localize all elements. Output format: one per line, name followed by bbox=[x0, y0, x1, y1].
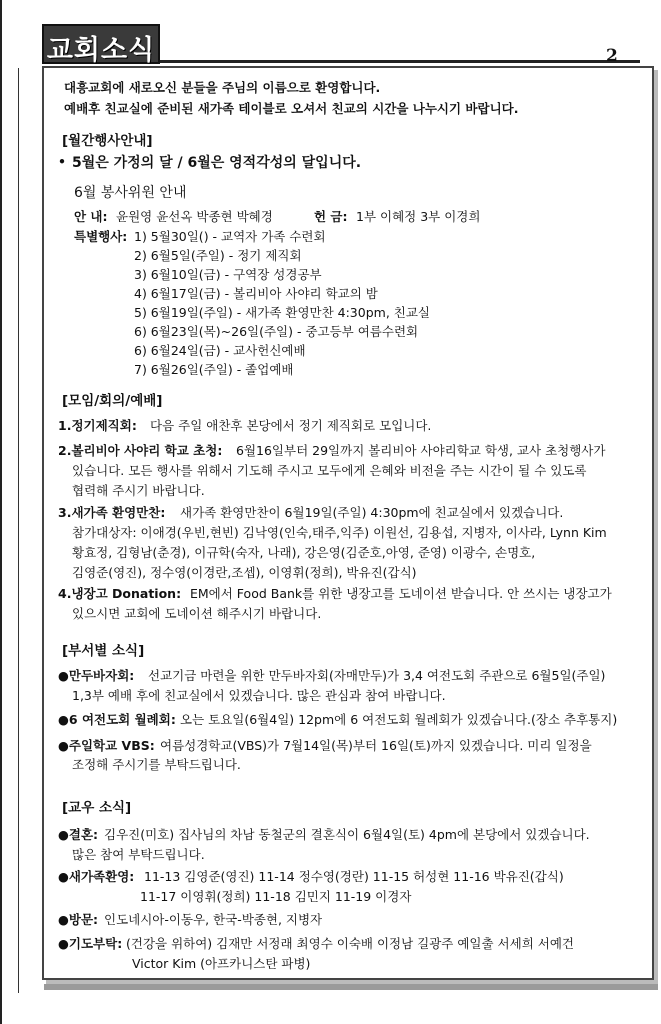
page-inner-border bbox=[18, 68, 19, 993]
header-rule bbox=[160, 60, 640, 63]
event-item: 5) 6월19일(주일) - 새가족 환영만찬 4:30pm, 친교실 bbox=[134, 305, 430, 320]
wedding-line-2: 많은 참여 부탁드립니다. bbox=[72, 847, 205, 862]
special-events-label: 특별행사: bbox=[74, 229, 128, 244]
page-number: 2 bbox=[606, 46, 618, 66]
guide-value: 윤원영 윤선옥 박종현 박혜경 bbox=[116, 209, 273, 224]
meeting-1-text: 다음 주일 애찬후 본당에서 정기 제직회로 모입니다. bbox=[150, 418, 432, 433]
page-left-border bbox=[0, 0, 2, 1024]
newcomer-line-1: 11-13 김영준(영진) 11-14 정수영(경란) 11-15 허성현 11-16 박유진(갑식) bbox=[144, 869, 564, 884]
dept-2-text: 오는 토요일(6월4일) 12pm에 6 여전도회 월례회가 있겠습니다.(장소 추후통지) bbox=[180, 712, 618, 727]
departments-heading: [부서별 소식] bbox=[62, 643, 145, 659]
monthly-theme: 5월은 가정의 달 / 6월은 영적각성의 달입니다. bbox=[72, 155, 362, 171]
event-item: 7) 6월26일(주일) - 졸업예배 bbox=[134, 362, 294, 377]
prayer-line-2: Victor Kim (아프카니스탄 파병) bbox=[132, 956, 311, 971]
event-item: 4) 6월17일(금) - 볼리비아 사야리 학교의 밤 bbox=[134, 286, 378, 301]
page-title: 교회소식 bbox=[46, 35, 156, 66]
wedding-text: 김우진(미호) 집사님의 차남 동철군의 결혼식이 6월4일(토) 4pm에 본당에서 있겠습니다. bbox=[104, 827, 590, 842]
prayer-label: ●기도부탁: bbox=[58, 936, 123, 951]
dept-1-line-2: 1,3부 예배 후에 친교실에서 있겠습니다. 많은 관심과 참여 바랍니다. bbox=[72, 688, 446, 703]
event-item: 6) 6월23일(목)~26일(주일) - 중고등부 여름수련회 bbox=[134, 324, 419, 339]
members-heading: [교우 소식] bbox=[62, 800, 132, 816]
event-item: 1) 5월30일() - 교역자 가족 수련회 bbox=[134, 229, 326, 244]
welcome-line-1: 대흥교회에 새로오신 분들을 주님의 이름으로 환영합니다. bbox=[64, 80, 381, 95]
event-item: 6) 6월24일(금) - 교사헌신예배 bbox=[134, 343, 306, 358]
meeting-3-label: 3.새가족 환영만찬: bbox=[58, 505, 166, 520]
newcomer-line-2: 11-17 이영휘(정희) 11-18 김민지 11-19 이경자 bbox=[140, 889, 412, 904]
dept-3-text: 여름성경학교(VBS)가 7월14일(목)부터 16일(토)까지 있겠습니다. 미리 일정을 bbox=[160, 738, 592, 753]
section-banner bbox=[42, 24, 160, 64]
meeting-2-text: 6월16일부터 29일까지 볼리비아 사야리학교 학생, 교사 초청행사가 bbox=[236, 443, 606, 458]
meeting-2-label: 2.볼리비아 사야리 학교 초청: bbox=[58, 443, 223, 458]
offering-value: 1부 이혜정 3부 이경희 bbox=[356, 209, 481, 224]
welcome-line-2: 예배후 친교실에 준비된 새가족 테이블로 오셔서 친교의 시간을 나누시기 바랍니다. bbox=[64, 101, 519, 116]
meeting-4-line-2: 있으시면 교회에 도네이션 해주시기 바랍니다. bbox=[72, 606, 322, 621]
meeting-3-line-4: 김영준(영진), 정수영(이경란,조셉), 이영휘(정희), 박유진(갑식) bbox=[72, 565, 417, 580]
event-item: 3) 6월10일(금) - 구역장 성경공부 bbox=[134, 267, 322, 282]
meeting-4-text: EM에서 Food Bank를 위한 냉장고를 도네이션 받습니다. 안 쓰시는 냉장고가 bbox=[190, 586, 612, 601]
wedding-label: ●결혼: bbox=[58, 827, 99, 842]
visit-text: 인도네시아-이동우, 한국-박종현, 지병자 bbox=[104, 912, 323, 927]
guide-label: 안 내: bbox=[74, 209, 108, 224]
visit-label: ●방문: bbox=[58, 912, 99, 927]
monthly-heading: [월간행사안내] bbox=[62, 133, 153, 149]
meetings-heading: [모임/회의/예배] bbox=[62, 393, 163, 409]
dept-1-text: 선교기금 마련을 위한 만두바자회(자매만두)가 3,4 여전도회 주관으로 6월5일(주일) bbox=[148, 668, 606, 683]
meeting-2-line-3: 협력해 주시기 바랍니다. bbox=[72, 483, 205, 498]
meeting-3-line-2: 참가대상자: 이애경(우빈,현빈) 김낙영(인숙,태주,익주) 이원선, 김용섭, 지병자, 이사라, Lynn Kim bbox=[72, 525, 607, 540]
prayer-text: (건강을 위하여) 김재만 서정래 최영수 이숙배 이정남 길광주 예일출 서세희 서예건 bbox=[126, 936, 574, 951]
event-item: 2) 6월5일(주일) - 정기 제직회 bbox=[134, 248, 302, 263]
dept-2-label: ●6 여전도회 월례회: bbox=[58, 712, 176, 727]
offering-label: 헌 금: bbox=[314, 209, 348, 224]
frame-shadow bbox=[44, 984, 658, 990]
meeting-2-line-2: 있습니다. 모든 행사를 위해서 기도해 주시고 모두에게 은혜와 비전을 주는 시간이 될 수 있도록 bbox=[72, 463, 587, 478]
dept-3-line-2: 조정해 주시기를 부탁드립니다. bbox=[72, 757, 241, 772]
dept-1-label: ●만두바자회: bbox=[58, 668, 135, 683]
meeting-3-text: 새가족 환영만찬이 6월19일(주일) 4:30pm에 친교실에서 있겠습니다. bbox=[180, 505, 564, 520]
meeting-3-line-3: 황효정, 김형남(춘경), 이규학(숙자, 나래), 강은영(김준호,아영, 준영) 이광수, 손명호, bbox=[72, 545, 536, 560]
servers-heading: 6월 봉사위원 안내 bbox=[74, 185, 187, 201]
meeting-1-label: 1.정기제직회: bbox=[58, 418, 137, 433]
newcomer-label: ●새가족환영: bbox=[58, 869, 135, 884]
meeting-4-label: 4.냉장고 Donation: bbox=[58, 586, 182, 601]
dept-3-label: ●주일학교 VBS: bbox=[58, 738, 155, 753]
bullet-icon: • bbox=[58, 154, 66, 169]
